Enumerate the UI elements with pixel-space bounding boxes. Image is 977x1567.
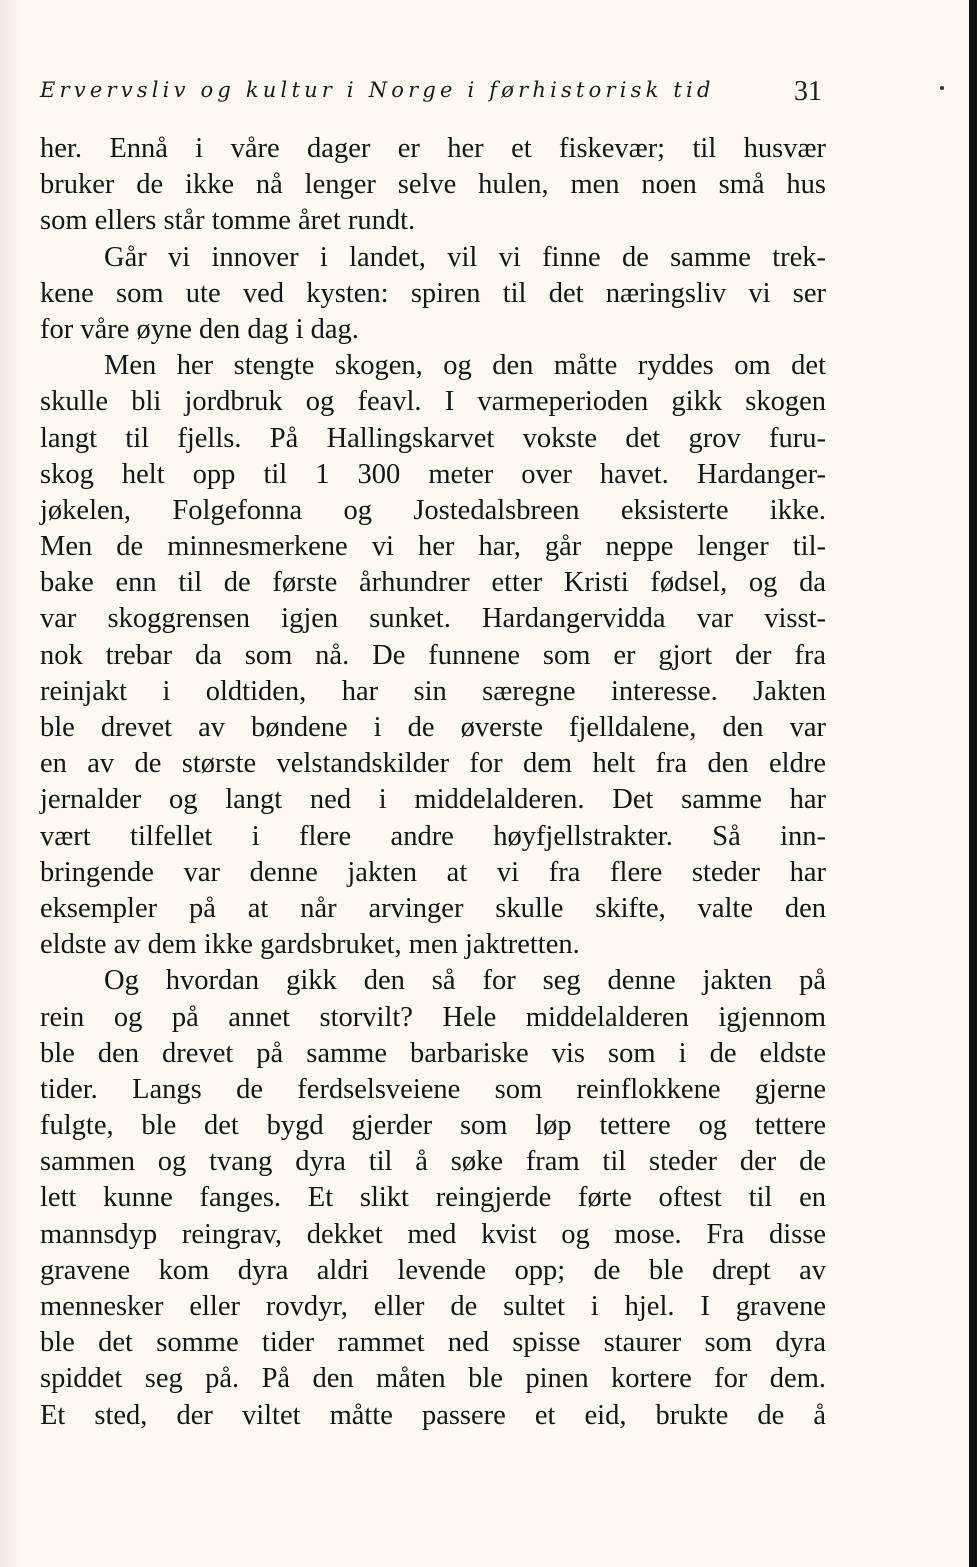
page-number: 31	[794, 76, 822, 107]
text-line: jøkelen, Folgefonna og Jostedalsbreen eksisterte ikke.	[40, 494, 826, 526]
text-line: vært tilfellet i flere andre høyfjellstrakter. Så inn-	[40, 820, 826, 852]
text-line: sammen og tvang dyra til å søke fram til steder der de	[40, 1146, 826, 1178]
text-line: bake enn til de første århundrer etter Kristi fødsel, og da	[40, 567, 826, 599]
text-line: Og hvordan gikk den så for seg denne jakten på	[104, 965, 826, 997]
text-line: her. Ennå i våre dager er her et fiskevær; til husvær	[40, 133, 826, 164]
text-line: reinjakt i oldtiden, har sin særegne interesse. Jakten	[40, 675, 826, 707]
text-line: en av de største velstandskilder for dem helt fra den eldre	[40, 748, 826, 780]
text-line: ble det somme tider rammet ned spisse staurer som dyra	[40, 1327, 826, 1359]
text-line: ble den drevet på samme barbariske vis som i de eldste	[40, 1037, 826, 1069]
text-line: fulgte, ble det bygd gjerder som løp tettere og tettere	[40, 1110, 826, 1142]
text-line: eldste av dem ikke gardsbruket, men jaktretten.	[40, 929, 580, 961]
text-line: som ellers står tomme året rundt.	[40, 205, 416, 237]
text-line: bringende var denne jakten at vi fra flere steder har	[40, 856, 826, 888]
text-line: ble drevet av bøndene i de øverste fjelldalene, den var	[40, 712, 826, 743]
text-line: skog helt opp til 1 300 meter over havet. Hardanger-	[40, 458, 826, 490]
text-line: mennesker eller rovdyr, eller de sultet i hjel. I gravene	[40, 1291, 826, 1322]
text-line: Men de minnesmerkene vi her har, går neppe lenger til-	[40, 531, 826, 563]
text-line: nok trebar da som nå. De funnene som er gjort der fra	[40, 639, 826, 671]
text-line: lett kunne fanges. Et slikt reingjerde førte oftest til en	[40, 1182, 826, 1214]
running-title: Ervervsliv og kultur i Norge i førhistorisk tid	[40, 78, 715, 102]
text-line: Går vi innover i landet, vil vi finne de samme trek-	[104, 241, 826, 273]
text-line: mannsdyp reingrav, dekket med kvist og mose. Fra disse	[40, 1218, 826, 1250]
text-line: eksempler på at når arvinger skulle skifte, valte den	[40, 892, 826, 924]
text-line: Men her stengte skogen, og den måtte ryddes om det	[104, 350, 826, 382]
text-line: langt til fjells. På Hallingskarvet vokste det grov furu-	[40, 422, 826, 454]
text-line: Et sted, der viltet måtte passere et eid, brukte de å	[40, 1399, 826, 1431]
stray-mark	[940, 86, 944, 90]
text-line: var skoggrensen igjen sunket. Hardangervidda var visst-	[40, 603, 826, 635]
text-line: skulle bli jordbruk og feavl. I varmeperioden gikk skogen	[40, 386, 826, 418]
text-line: rein og på annet storvilt? Hele middelalderen igjennom	[40, 1001, 826, 1033]
text-line: kene som ute ved kysten: spiren til det næringsliv vi ser	[40, 277, 826, 309]
text-line: tider. Langs de ferdselsveiene som reinflokkene gjerne	[40, 1073, 826, 1105]
text-line: gravene kom dyra aldri levende opp; de ble drept av	[40, 1254, 826, 1286]
page-header	[40, 76, 826, 112]
scan-edge	[969, 0, 977, 1567]
body-text	[40, 131, 826, 1434]
text-line: spiddet seg på. På den måten ble pinen kortere for dem.	[40, 1363, 826, 1395]
text-line: jernalder og langt ned i middelalderen. Det samme har	[40, 784, 826, 816]
text-line: for våre øyne den dag i dag.	[40, 313, 359, 345]
text-line: bruker de ikke nå lenger selve hulen, men noen små hus	[40, 169, 826, 201]
